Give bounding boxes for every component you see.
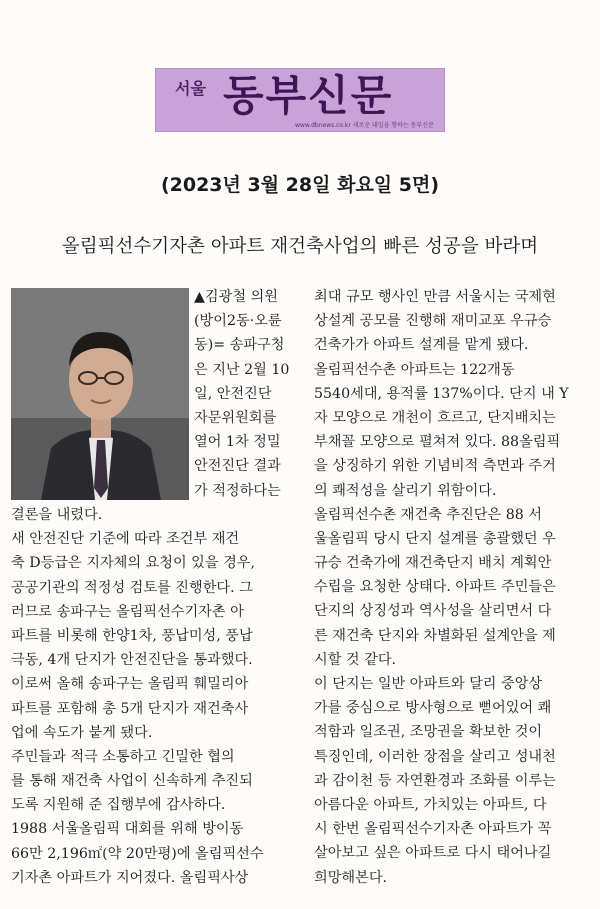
article-line: 은 지난 2월 10 bbox=[194, 361, 290, 378]
article-line: 축 D등급은 지자체의 요청이 있을 경우, bbox=[11, 555, 256, 572]
article-line: 열어 1차 정밀 bbox=[194, 434, 281, 451]
article-line: 아름다운 아파트, 가치있는 아파트, 다 bbox=[314, 796, 547, 813]
author-photo bbox=[11, 288, 189, 500]
article-line: 66만 2,196㎡(약 20만평)에 올림픽선수 bbox=[11, 845, 264, 862]
masthead-tagline: www.dbnews.co.kr 새로운 내일을 향하는 동부신문 bbox=[295, 122, 434, 129]
article-line: 과 감이천 등 자연환경과 조화를 이루는 bbox=[314, 772, 556, 789]
article-line: 러므로 송파구는 올림픽선수기자촌 아 bbox=[11, 603, 244, 620]
article-line: 동)= 송파구청 bbox=[194, 337, 285, 354]
article-line: 를 통해 재건축 사업이 신속하게 추진되 bbox=[11, 773, 253, 790]
article-line: 규승 건축가에 재건축단지 배치 계획안 bbox=[314, 555, 552, 572]
article-line: 자 모양으로 개천이 흐르고, 단지배치는 bbox=[314, 409, 556, 426]
portrait-illustration bbox=[11, 288, 189, 500]
article-line: 시할 것 같다. bbox=[314, 651, 397, 668]
article-line: 적함과 일조권, 조망권을 확보한 것이 bbox=[314, 724, 543, 741]
article-line: 올림픽선수촌 재건축 추진단은 88 서 bbox=[314, 506, 542, 523]
masthead-title: 동부신문 bbox=[223, 71, 394, 120]
article-line: 결론을 내렸다. bbox=[11, 507, 103, 523]
article-line: (방이2동·오륜 bbox=[194, 313, 282, 330]
article-line: 부채꼴 모양으로 펼쳐져 있다. 88올림픽 bbox=[314, 434, 561, 451]
article-line: 상설계 공모를 진행해 재미교포 우규승 bbox=[314, 313, 552, 330]
article-line: 업에 속도가 붙게 됐다. bbox=[11, 724, 153, 741]
article-line: 이 단지는 일반 아파트와 달리 중앙상 bbox=[314, 676, 543, 692]
article-line: 가 적정하다는 bbox=[194, 482, 281, 499]
article-line: 희망해본다. bbox=[314, 869, 388, 886]
article-line: 른 재건축 단지와 차별화된 설계안을 제 bbox=[314, 627, 556, 644]
article-line: 일, 안전진단 bbox=[194, 385, 272, 402]
article-line: 특징인데, 이러한 장점을 살리고 성내천 bbox=[314, 748, 556, 765]
article-line: 울올림픽 당시 단지 설계를 총괄했던 우 bbox=[314, 530, 556, 547]
article-line: 극동, 4개 단지가 안전진단을 통과했다. bbox=[11, 652, 253, 669]
article-line: 새 안전진단 기준에 따라 조건부 재건 bbox=[11, 531, 240, 548]
article-line: 주민들과 적극 소통하고 긴밀한 협의 bbox=[11, 748, 235, 765]
article-line: 을 상징하기 위한 기념비적 측면과 주거 bbox=[314, 458, 556, 475]
article-line: 1988 서울올림픽 대회를 위해 방이동 bbox=[11, 821, 244, 838]
article-line: 공공기관의 적정성 검토를 진행한다. 그 bbox=[11, 579, 253, 596]
article-line: 5540세대, 용적률 137%이다. 단지 내 Y bbox=[314, 385, 569, 402]
article-column-right bbox=[314, 285, 569, 890]
article-column-left-bottom bbox=[11, 503, 264, 890]
article-line: 파트를 포함해 총 5개 단지가 재건축사 bbox=[11, 700, 249, 717]
article-line: 파트를 비롯해 한양1차, 풍납미성, 풍납 bbox=[11, 627, 253, 644]
masthead-region: 서울 bbox=[175, 79, 206, 98]
article-line: ▲김광철 의원 bbox=[194, 289, 278, 305]
article-line: 단지의 상징성과 역사성을 살리면서 다 bbox=[314, 603, 552, 620]
article-line: 살아보고 싶은 아파트로 다시 태어나길 bbox=[314, 845, 552, 862]
dateline: (2023년 3월 28일 화요일 5면) bbox=[160, 174, 440, 196]
article-line: 기자촌 아파트가 지어졌다. 올림픽사상 bbox=[11, 869, 249, 886]
article-line: 의 쾌적성을 살리기 위함이다. bbox=[314, 482, 497, 499]
article-line: 자문위원회를 bbox=[194, 409, 277, 426]
article-line: 안전진단 결과 bbox=[194, 458, 281, 475]
article-column-left-top bbox=[194, 285, 289, 503]
article-line: 시 한번 올림픽선수기자촌 아파트가 꼭 bbox=[314, 821, 552, 838]
masthead bbox=[155, 68, 445, 132]
article-line: 이로써 올해 송파구는 올림픽 훼밀리아 bbox=[11, 676, 249, 693]
article-line: 가를 중심으로 방사형으로 뻗어있어 쾌 bbox=[314, 700, 552, 717]
article-line: 건축가가 아파트 설계를 맡게 됐다. bbox=[314, 337, 529, 354]
headline: 올림픽선수기자촌 아파트 재건축사업의 빠른 성공을 바라며 bbox=[61, 236, 539, 257]
article-line: 올림픽선수촌 아파트는 122개동 bbox=[314, 361, 515, 378]
article-line: 도록 지원해 준 집행부에 감사하다. bbox=[11, 797, 226, 814]
article-line: 최대 규모 행사인 만큼 서울시는 국제현 bbox=[314, 289, 556, 305]
article-line: 수립을 요청한 상태다. 아파트 주민들은 bbox=[314, 579, 556, 596]
